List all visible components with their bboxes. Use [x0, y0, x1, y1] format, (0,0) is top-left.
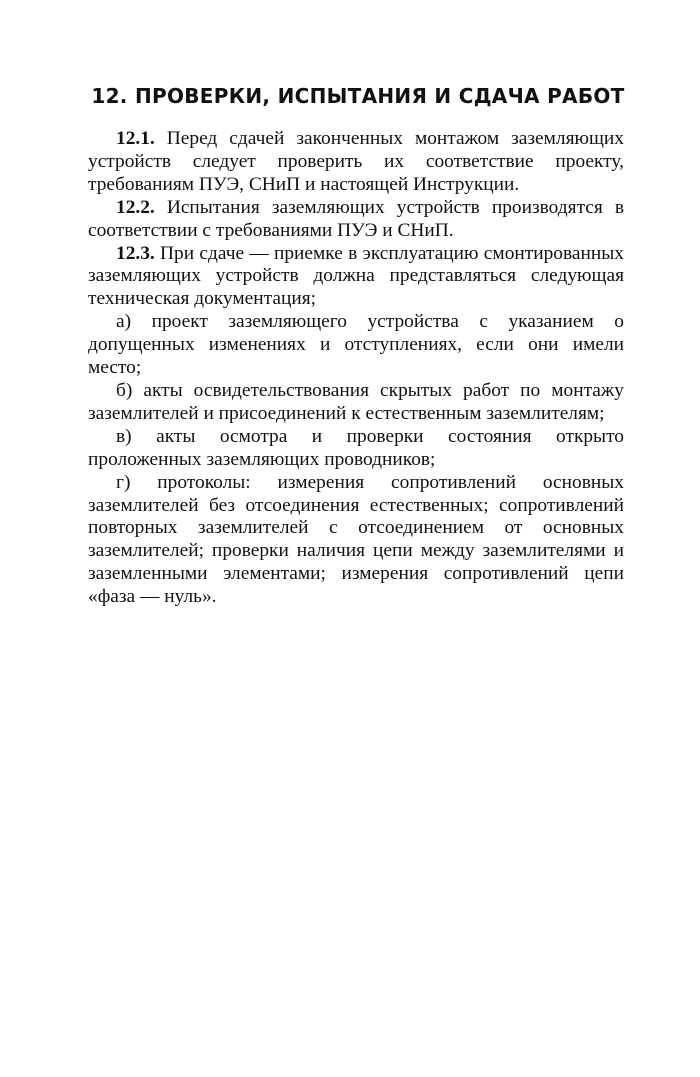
list-item-a: а) проект заземляющего устройства с указанием о допущенных изменениях и отступлениях, если они имели место;	[88, 311, 624, 379]
paragraph-text: Перед сдачей законченных монтажом заземляющих устройств следует проверить их соответствие проекту, требованиям ПУЭ, СНиП и настоящей Инструкции.	[88, 128, 624, 195]
section-heading: 12. ПРОВЕРКИ, ИСПЫТАНИЯ И СДАЧА РАБОТ	[91, 84, 625, 108]
list-item-g: г) протоколы: измерения сопротивлений основных заземлителей без отсоединения естественных; сопротивлений повторных заземлителей с отсоединением от основных заземлителей; проверки наличия цепи между заземлителями и заземленными элементами; измерения сопротивлений цепи «фаза — нуль».	[88, 471, 624, 608]
paragraph-number: 12.2.	[116, 196, 155, 218]
paragraph-text: Испытания заземляющих устройств производятся в соответствии с требованиями ПУЭ и СНиП.	[88, 196, 624, 241]
paragraph-number: 12.3.	[116, 242, 155, 264]
paragraph-12-2	[88, 197, 624, 243]
section-body	[88, 128, 624, 609]
paragraph-12-3	[88, 243, 624, 312]
paragraph-number: 12.1.	[116, 128, 155, 149]
paragraph-12-1	[88, 128, 624, 197]
list-item-b: б) акты освидетельствования скрытых работ по монтажу заземлителей и присоединений к естественным заземлителям;	[88, 379, 624, 424]
paragraph-text: При сдаче — приемке в эксплуатацию смонтированных заземляющих устройств должна представляться следующая техническая документация;	[88, 242, 624, 310]
list-item-v: в) акты осмотра и проверки состояния открыто проложенных заземляющих проводников;	[88, 425, 624, 470]
